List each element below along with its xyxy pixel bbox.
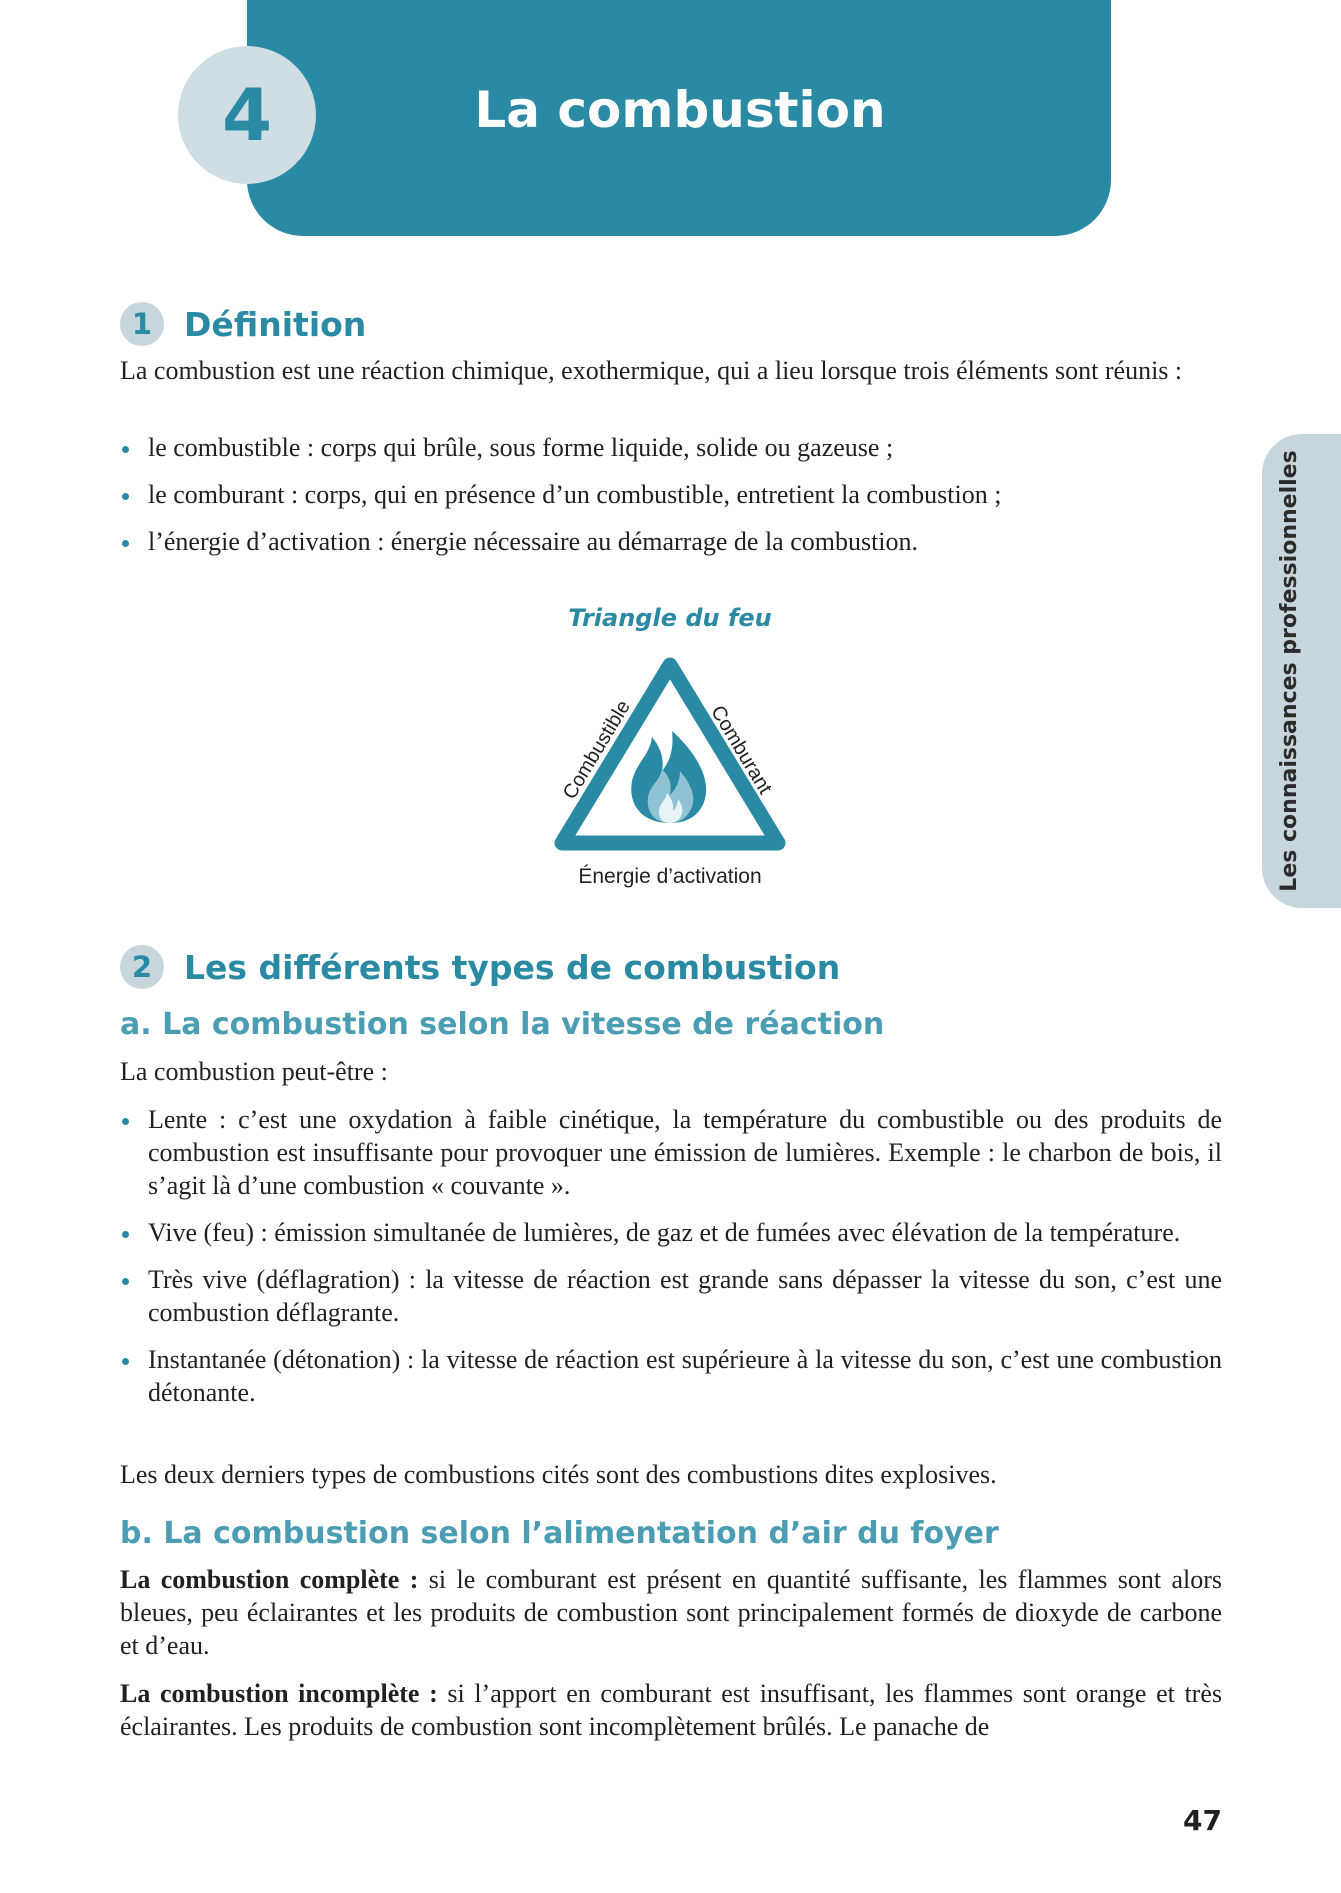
list-item: Instantanée (détonation) : la vitesse de réaction est supérieure à la vitesse du son, c’est une combustion détonante. [120, 1343, 1222, 1409]
term-label: La combustion incomplète : [120, 1679, 438, 1708]
subsection-heading-air: b. La combustion selon l’alimentation d’air du foyer [120, 1516, 999, 1551]
flame-icon [631, 731, 706, 823]
definition-intro: La combustion est une réaction chimique, exothermique, qui a lieu lorsque trois éléments sont réunis : [120, 356, 1183, 385]
fire-triangle-diagram [540, 645, 800, 905]
list-item: le combustible : corps qui brûle, sous forme liquide, solide ou gazeuse ; [120, 431, 1222, 464]
list-item: le comburant : corps, qui en présence d’un combustible, entretient la combustion ; [120, 478, 1222, 511]
list-item: l’énergie d’activation : énergie nécessaire au démarrage de la combustion. [120, 525, 1222, 558]
list-item: Très vive (déflagration) : la vitesse de réaction est grande sans dépasser la vitesse du son, c’est une combustion déflagrante. [120, 1263, 1222, 1329]
section-number-badge: 1 [120, 302, 164, 346]
chapter-title: La combustion [474, 81, 886, 139]
section-heading-definition [120, 302, 366, 346]
side-tab-label: Les connaissances professionnelles [1277, 450, 1302, 892]
incomplete-combustion-paragraph [120, 1677, 1222, 1743]
chapter-number-badge: 4 [178, 46, 316, 184]
triangle-label-bottom: Énergie d’activation [578, 865, 762, 888]
term-label: La combustion complète : [120, 1565, 419, 1594]
section-title: Les différents types de combustion [184, 947, 841, 987]
definition-list [120, 431, 1222, 572]
list-item: Vive (feu) : émission simultanée de lumières, de gaz et de fumées avec élévation de la température. [120, 1216, 1222, 1249]
term-description: si l’apport en comburant est insuffisant, les flammes sont orange et très éclairantes. Les produits de combustion sont incomplètement brûlés. Le panache de [120, 1679, 1223, 1741]
diagram-title: Triangle du feu [568, 604, 772, 632]
speed-outro: Les deux derniers types de combustions cités sont des combustions dites explosives. [120, 1460, 997, 1489]
complete-combustion-paragraph [120, 1563, 1222, 1662]
page-number: 47 [1183, 1804, 1222, 1837]
section-title: Définition [184, 304, 367, 344]
subsection-heading-speed: a. La combustion selon la vitesse de réaction [120, 1007, 885, 1042]
triangle-label-left: Combustible [558, 696, 635, 804]
term-description: si le comburant est présent en quantité suffisante, les flammes sont alors bleues, peu éclairantes et les produits de combustion sont principalement formés de dioxyde de carbone et d’eau. [120, 1565, 1222, 1660]
speed-intro: La combustion peut-être : [120, 1057, 388, 1086]
triangle-label-right: Comburant [706, 701, 777, 798]
speed-list [120, 1103, 1222, 1423]
section-heading-types [120, 945, 840, 989]
list-item: Lente : c’est une oxydation à faible cinétique, la température du combustible ou des produits de combustion est insuffisante pour provoquer une émission de lumières. Exemple : le charbon de bois, il s’agit là d’une combustion « couvante ». [120, 1103, 1222, 1202]
section-number-badge: 2 [120, 945, 164, 989]
